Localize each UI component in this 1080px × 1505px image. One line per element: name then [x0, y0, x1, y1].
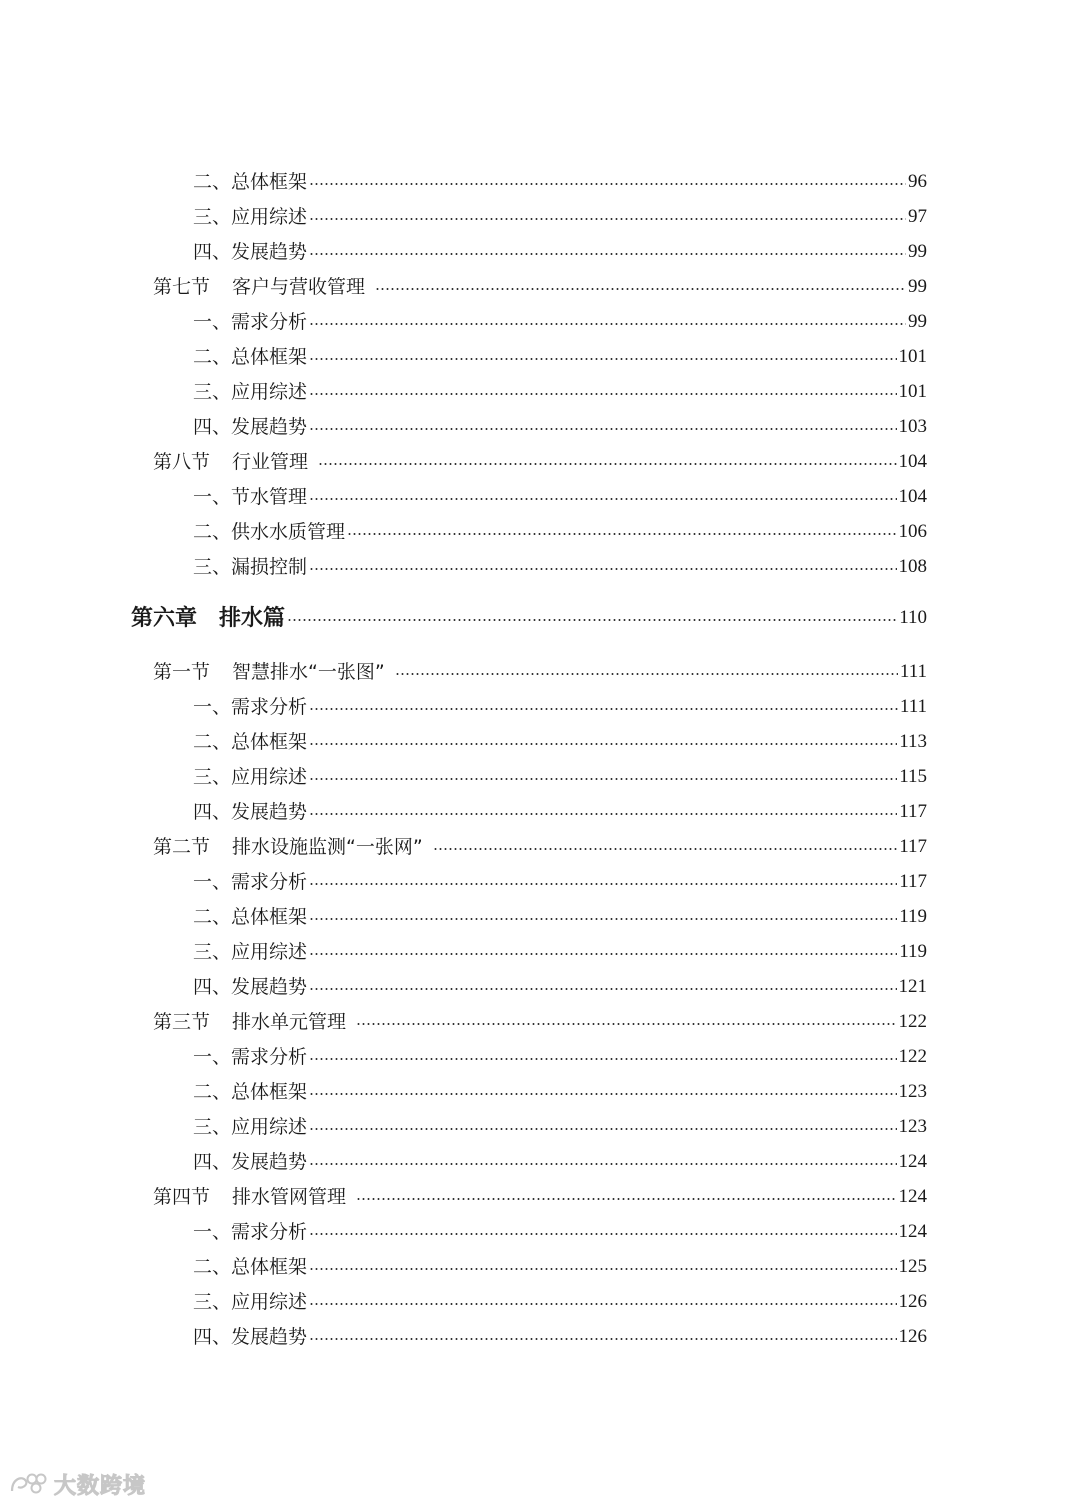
toc-section-title: 客户与营收管理: [232, 276, 366, 298]
toc-item[interactable]: [193, 1077, 927, 1107]
toc-item[interactable]: [193, 1287, 927, 1317]
dot-leader: [375, 288, 906, 290]
dot-leader: [309, 918, 897, 920]
toc-page-number: 104: [898, 451, 927, 472]
toc-item-label: 一、需求分析: [193, 311, 308, 333]
dot-leader: [356, 1198, 896, 1200]
toc-item-label: 三、应用综述: [193, 1291, 308, 1313]
toc-section-number: 第七节: [153, 276, 211, 298]
dot-leader: [309, 1163, 896, 1165]
toc-section[interactable]: [153, 1182, 927, 1212]
toc-page-number: 106: [898, 521, 927, 542]
toc-item[interactable]: [193, 307, 927, 337]
toc-page-number: 121: [898, 976, 927, 997]
dot-leader: [356, 1023, 896, 1025]
toc-section-number: 第一节: [153, 661, 211, 683]
toc-item[interactable]: [193, 202, 927, 232]
dot-leader: [347, 533, 896, 535]
dot-leader: [433, 848, 898, 850]
toc-item-label: 三、应用综述: [193, 941, 308, 963]
toc-page-number: 96: [908, 171, 927, 192]
dot-leader: [309, 708, 898, 710]
toc-item-label: 四、发展趋势: [193, 416, 308, 438]
dot-leader: [309, 1093, 896, 1095]
dot-leader: [309, 1268, 896, 1270]
toc-item[interactable]: [193, 237, 927, 267]
toc-item[interactable]: [193, 412, 927, 442]
toc-page-number: 108: [898, 556, 927, 577]
toc-item-label: 二、供水水质管理: [193, 521, 346, 543]
toc-page-number: 119: [899, 941, 927, 962]
dot-leader: [309, 1303, 896, 1305]
toc-page-number: 124: [898, 1186, 927, 1207]
toc-page-number: 125: [898, 1256, 927, 1277]
toc-page-number: 124: [898, 1221, 927, 1242]
toc-chapter[interactable]: [131, 603, 927, 633]
dot-leader: [309, 813, 897, 815]
dot-leader: [309, 1338, 896, 1340]
toc-item-label: 一、需求分析: [193, 1221, 308, 1243]
toc-item-label: 三、漏损控制: [193, 556, 308, 578]
toc-item-label: 三、应用综述: [193, 206, 308, 228]
toc-page-number: 123: [898, 1081, 927, 1102]
watermark: [8, 1466, 146, 1502]
toc-item[interactable]: [193, 937, 927, 967]
dot-leader: [309, 358, 896, 360]
dot-leader: [287, 619, 897, 621]
dot-leader: [309, 1233, 896, 1235]
dot-leader: [309, 988, 896, 990]
toc-item[interactable]: [193, 1042, 927, 1072]
toc-item-label: 一、需求分析: [193, 871, 308, 893]
toc-item-label: 一、需求分析: [193, 696, 308, 718]
toc-section-title: 行业管理: [232, 451, 309, 473]
toc-page-number: 124: [898, 1151, 927, 1172]
toc-page-number: 104: [898, 486, 927, 507]
toc-item-label: 二、总体框架: [193, 1256, 308, 1278]
toc-item[interactable]: [193, 1112, 927, 1142]
toc-item[interactable]: [193, 867, 927, 897]
toc-page-number: 103: [898, 416, 927, 437]
toc-item-label: 四、发展趋势: [193, 1151, 308, 1173]
toc-section-title: 排水单元管理: [232, 1011, 347, 1033]
toc-page-number: 97: [908, 206, 927, 227]
toc-page-number: 99: [908, 241, 927, 262]
toc-item-label: 一、节水管理: [193, 486, 308, 508]
dot-leader: [309, 1128, 896, 1130]
toc-item[interactable]: [193, 1217, 927, 1247]
toc-section[interactable]: [153, 1007, 927, 1037]
toc-item[interactable]: [193, 727, 927, 757]
toc-section-title: 排水设施监测“一张网”: [232, 836, 423, 858]
dot-leader: [309, 498, 896, 500]
toc-item-label: 二、总体框架: [193, 731, 308, 753]
toc-page-number: 99: [908, 311, 927, 332]
toc-page-number: 115: [899, 766, 927, 787]
toc-page-number: 126: [898, 1291, 927, 1312]
dot-leader: [309, 953, 897, 955]
toc-page-number: 111: [899, 661, 927, 682]
toc-section-title: 排水管网管理: [232, 1186, 347, 1208]
toc-section-number: 第八节: [153, 451, 211, 473]
dot-leader: [309, 778, 897, 780]
toc-section-number: 第三节: [153, 1011, 211, 1033]
toc-page-number: 119: [899, 906, 927, 927]
toc-section[interactable]: [153, 272, 927, 302]
toc-page-number: 122: [898, 1046, 927, 1067]
dot-leader: [309, 253, 906, 255]
toc-item-label: 四、发展趋势: [193, 1326, 308, 1348]
toc-item[interactable]: [193, 972, 927, 1002]
watermark-text: 大数跨境: [54, 1473, 147, 1499]
toc-section[interactable]: [153, 832, 927, 862]
toc-item[interactable]: [193, 342, 927, 372]
dot-leader: [309, 183, 906, 185]
toc-item-label: 一、需求分析: [193, 1046, 308, 1068]
toc-page-number: 101: [898, 346, 927, 367]
toc-item[interactable]: [193, 762, 927, 792]
toc-item-label: 二、总体框架: [193, 906, 308, 928]
toc-chapter-title: 排水篇: [219, 605, 286, 631]
toc-page-number: 117: [899, 801, 927, 822]
toc-item-label: 二、总体框架: [193, 1081, 308, 1103]
toc-item[interactable]: [193, 377, 927, 407]
toc-section[interactable]: [153, 657, 927, 687]
toc-section-title: 智慧排水“一张图”: [232, 661, 385, 683]
dot-leader: [309, 393, 896, 395]
toc-page-number: 111: [899, 696, 927, 717]
toc-item-label: 二、总体框架: [193, 171, 308, 193]
toc-page-number: 126: [898, 1326, 927, 1347]
toc-item[interactable]: [193, 692, 927, 722]
toc-item-label: 三、应用综述: [193, 1116, 308, 1138]
toc-item[interactable]: [193, 1147, 927, 1177]
toc-page-number: 99: [908, 276, 927, 297]
dot-leader: [318, 463, 896, 465]
toc-item-label: 三、应用综述: [193, 381, 308, 403]
dot-leader: [309, 743, 897, 745]
toc-item-label: 四、发展趋势: [193, 241, 308, 263]
toc-chapter-number: 第六章: [131, 605, 198, 631]
toc-item[interactable]: [193, 797, 927, 827]
toc-item[interactable]: [193, 517, 927, 547]
toc-item-label: 四、发展趋势: [193, 801, 308, 823]
toc-page-number: 113: [899, 731, 927, 752]
toc-page-number: 110: [899, 607, 927, 628]
dot-leader: [309, 883, 897, 885]
dot-leader: [395, 673, 898, 675]
toc-item[interactable]: [193, 482, 927, 512]
toc-page-number: 101: [898, 381, 927, 402]
dot-leader: [309, 428, 896, 430]
dot-leader: [309, 218, 906, 220]
toc-item[interactable]: [193, 552, 927, 582]
toc-section-number: 第四节: [153, 1186, 211, 1208]
toc-item[interactable]: [193, 1322, 927, 1352]
toc-item[interactable]: [193, 1252, 927, 1282]
toc-section-number: 第二节: [153, 836, 211, 858]
toc-item-label: 三、应用综述: [193, 766, 308, 788]
dot-leader: [309, 1058, 896, 1060]
toc-page-number: 123: [898, 1116, 927, 1137]
brand-logo-icon: [8, 1469, 48, 1499]
toc-page-number: 122: [898, 1011, 927, 1032]
toc-page-number: 117: [899, 836, 927, 857]
toc-item-label: 二、总体框架: [193, 346, 308, 368]
toc-page-number: 117: [899, 871, 927, 892]
dot-leader: [309, 323, 906, 325]
toc-item[interactable]: [193, 167, 927, 197]
toc-section[interactable]: [153, 447, 927, 477]
dot-leader: [309, 568, 896, 570]
toc-item-label: 四、发展趋势: [193, 976, 308, 998]
toc-item[interactable]: [193, 902, 927, 932]
